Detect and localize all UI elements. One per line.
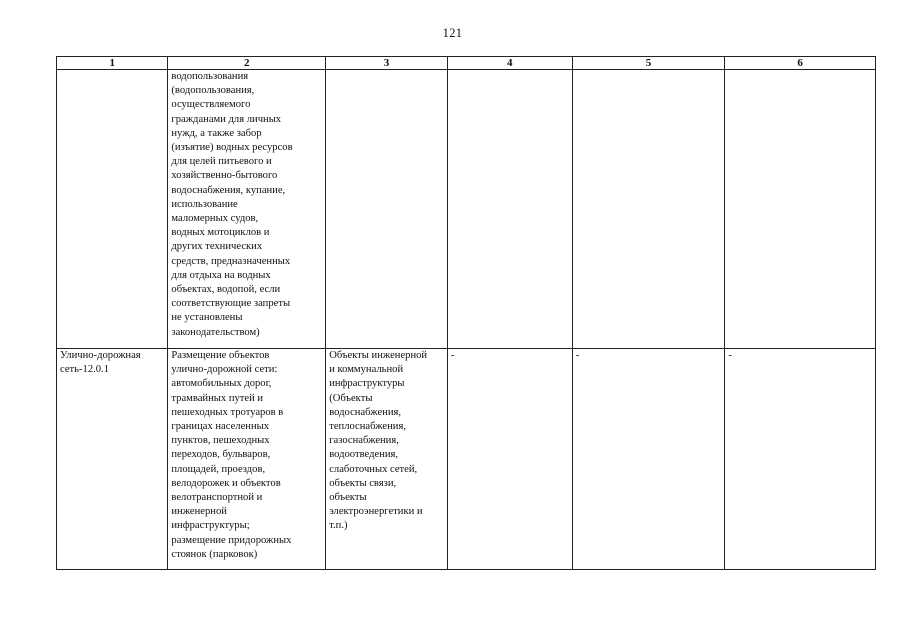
table-cell	[725, 70, 876, 349]
table-cell	[447, 70, 572, 349]
table-cell	[572, 70, 725, 349]
column-header-4: 4	[447, 57, 572, 70]
regulation-table	[56, 56, 876, 570]
table-cell	[168, 349, 326, 570]
table-header-row	[57, 57, 876, 70]
table-cell	[57, 349, 168, 570]
table-row	[57, 349, 876, 570]
column-header-6: 6	[725, 57, 876, 70]
column-header-3: 3	[326, 57, 448, 70]
column-header-1: 1	[57, 57, 168, 70]
page-number: 121	[442, 26, 463, 40]
column-header-2: 2	[168, 57, 326, 70]
table-cell	[725, 349, 876, 570]
table-cell	[57, 70, 168, 349]
cell-text: -	[728, 350, 732, 361]
table-row	[57, 70, 876, 349]
table-cell	[326, 349, 448, 570]
column-header-5: 5	[572, 57, 725, 70]
cell-text: Объекты инженерной и коммунальной инфраструктуры (Объекты водоснабжения, теплоснабжения, газоснабжения, водоотведения, слаботочных сетей, объекты связи, объекты электроэнергетики и т.п.)	[329, 350, 428, 532]
table-cell	[326, 70, 448, 349]
table-cell	[168, 70, 326, 349]
table-cell	[447, 349, 572, 570]
cell-text: -	[450, 350, 455, 361]
cell-text: водопользования (водопользования, осуществляемого гражданами для личных нужд, а также забор (изъятие) водных ресурсов для целей питьевого и хозяйственно-бытового водоснабжения, купание, использование маломерных судов, водных мотоциклов и других технических средств, предназначенных для отдыха на водных объектах, водопой, если соответствующие запреты не установлены законодательством)	[171, 71, 293, 338]
cell-text: -	[575, 350, 580, 361]
cell-text: Улично-дорожная сеть-12.0.1	[60, 350, 141, 376]
cell-text: Размещение объектов улично-дорожной сети: автомобильных дорог, трамвайных путей и пешеходных тротуаров в границах населенных пунктов, пешеходных переходов, бульваров, площадей, проездов, велодорожек и объектов велотранспортной и инженерной инфраструктуры; размещение придорожных стоянок (парковок)	[171, 350, 292, 560]
table-cell	[572, 349, 725, 570]
